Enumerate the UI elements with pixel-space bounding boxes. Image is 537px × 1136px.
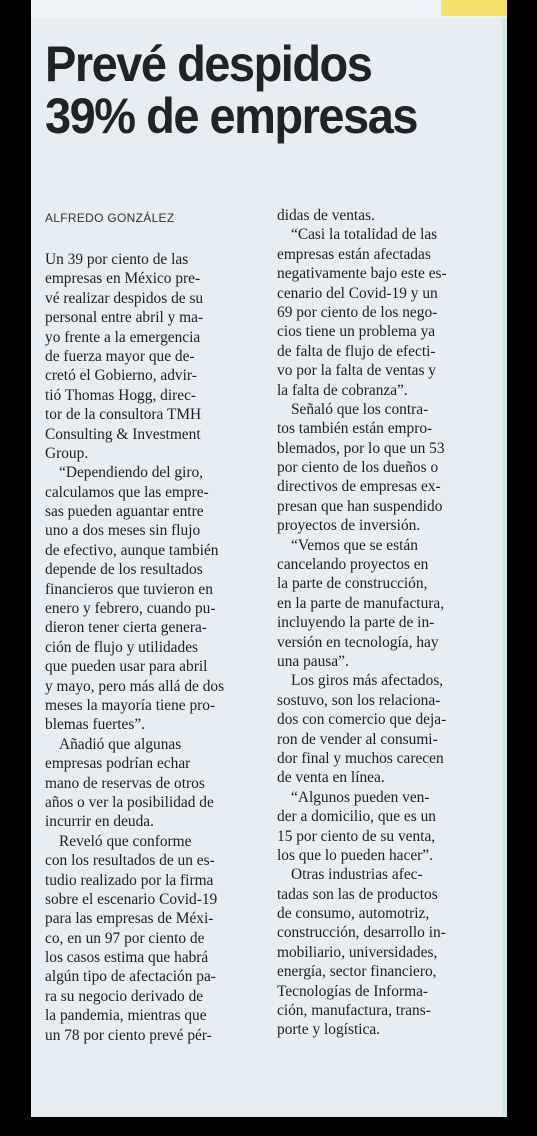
article-text-line: “Dependiendo del giro, bbox=[59, 464, 204, 482]
article-text-line: una pausa”. bbox=[277, 652, 349, 670]
article-text-line: 15 por ciento de su venta, bbox=[277, 827, 436, 845]
article-text-line: de fuerza mayor que de- bbox=[45, 347, 195, 365]
newspaper-clipping bbox=[31, 0, 507, 1117]
article-text-line: empresas podrían echar bbox=[45, 755, 191, 773]
article-text-line: depende de los resultados bbox=[45, 561, 203, 579]
article-text-line: “Vemos que se están bbox=[291, 536, 418, 554]
left-column bbox=[45, 250, 261, 1045]
article-text-line: en la parte de manufactura, bbox=[277, 594, 445, 612]
article-text-line: la pandemia, mientras que bbox=[45, 1007, 207, 1025]
article-text-line: construcción, desarrollo in- bbox=[277, 924, 446, 942]
yellow-highlight-tab bbox=[441, 0, 507, 16]
article-text-line: tos también están empro- bbox=[277, 420, 433, 438]
article-text-line: para las empresas de Méxi- bbox=[45, 910, 214, 928]
article-text-line: Group. bbox=[45, 444, 89, 462]
article-text-line: dor final y muchos carecen bbox=[277, 749, 444, 767]
article-text-line: Reveló que conforme bbox=[59, 832, 192, 850]
article-text-line: ra su negocio derivado de bbox=[45, 987, 204, 1005]
article-text-line: ron de vender al consumi- bbox=[277, 730, 438, 748]
article-text-line: meses la mayoría tiene pro- bbox=[45, 696, 216, 714]
byline: ALFREDO GONZÁLEZ bbox=[45, 211, 175, 225]
article-text-line: cenario del Covid-19 y un bbox=[277, 284, 438, 302]
article-text-line: cancelando proyectos en bbox=[277, 556, 429, 574]
article-text-line: ción, manufactura, trans- bbox=[277, 1002, 431, 1020]
article-text-line: co, en un 97 por ciento de bbox=[45, 929, 205, 947]
article-text-line: cretó el Gobierno, advir- bbox=[45, 367, 197, 385]
article-text-line: enero y febrero, cuando pu- bbox=[45, 600, 216, 618]
article-text-line: por ciento de los dueños o bbox=[277, 459, 439, 477]
article-text-line: Tecnologías de Informa- bbox=[277, 982, 429, 1000]
article-text-line: dos con comercio que deja- bbox=[277, 711, 447, 729]
article-text-line: la parte de construcción, bbox=[277, 575, 428, 593]
article-text-line: vé realizar despidos de su bbox=[45, 289, 204, 307]
article-text-line: incurrir en deuda. bbox=[45, 813, 154, 831]
article-text-line: Los giros más afectados, bbox=[291, 672, 444, 690]
headline-line: 39% de empresas bbox=[45, 88, 417, 144]
article-text-line: los casos estima que habrá bbox=[45, 949, 209, 967]
article-text-line: Señaló que los contra- bbox=[291, 400, 429, 418]
article-text-line: tudio realizado por la firma bbox=[45, 871, 214, 889]
article-text-line: “Algunos pueden ven- bbox=[291, 788, 430, 806]
article-text-line: de consumo, automotriz, bbox=[277, 905, 430, 923]
article-text-line: presan que han suspendido bbox=[277, 497, 443, 515]
article-text-line: tor de la consultora TMH bbox=[45, 406, 202, 424]
article-text-line: mano de reservas de otros bbox=[45, 774, 205, 792]
article-text-line: calculamos que las empre- bbox=[45, 483, 209, 501]
right-column bbox=[277, 206, 493, 1040]
article-text-line: con los resultados de un es- bbox=[45, 852, 215, 870]
article-text-line: “Casi la totalidad de las bbox=[291, 226, 438, 244]
article-text-line: versión en tecnología, hay bbox=[277, 633, 439, 651]
article-text-line: directivos de empresas ex- bbox=[277, 478, 441, 496]
article-text-line: sostuvo, son los relaciona- bbox=[277, 691, 441, 709]
article-text-line: der a domicilio, que es un bbox=[277, 808, 436, 826]
article-text-line: financieros que tuvieron en bbox=[45, 580, 213, 598]
article-text-line: empresas están afectadas bbox=[277, 245, 431, 263]
article-text-line: los que lo pueden hacer”. bbox=[277, 846, 433, 864]
article-text-line: blemados, por lo que un 53 bbox=[277, 439, 445, 457]
headline bbox=[45, 38, 468, 142]
article-text-line: energía, sector financiero, bbox=[277, 963, 437, 981]
headline-line: Prevé despidos bbox=[45, 36, 372, 92]
article-text-line: y mayo, pero más allá de dos bbox=[45, 677, 225, 695]
article-text-line: vo por la falta de ventas y bbox=[277, 362, 436, 380]
article-text-line: blemas fuertes”. bbox=[45, 716, 145, 734]
article-text-line: tadas son las de productos bbox=[277, 885, 438, 903]
article-text-line: ción de flujo y utilidades bbox=[45, 638, 199, 656]
article-text-line: Consulting & Investment bbox=[45, 425, 201, 443]
article-text-line: mobiliario, universidades, bbox=[277, 943, 438, 961]
article-text-line: años o ver la posibilidad de bbox=[45, 793, 214, 811]
right-margin-strip bbox=[502, 18, 507, 1117]
article-text-line: sobre el escenario Covid-19 bbox=[45, 890, 218, 908]
article-text-line: uno a dos meses sin flujo bbox=[45, 522, 201, 540]
article-text-line: sas pueden aguantar entre bbox=[45, 503, 204, 521]
top-margin-strip bbox=[31, 0, 507, 18]
article-text-line: personal entre abril y ma- bbox=[45, 309, 204, 327]
article-text-line: un 78 por ciento prevé pér- bbox=[45, 1026, 212, 1044]
article-text-line: porte y logística. bbox=[277, 1021, 381, 1039]
article-text-line: la falta de cobranza”. bbox=[277, 381, 408, 399]
article-text-line: proyectos de inversión. bbox=[277, 517, 421, 535]
article-text-line: de venta en línea. bbox=[277, 769, 385, 787]
article-text-line: empresas en México pre- bbox=[45, 270, 201, 288]
article-text-line: cios tiene un problema ya bbox=[277, 323, 436, 341]
article-text-line: negativamente bajo este es- bbox=[277, 265, 447, 283]
article-text-line: algún tipo de afectación pa- bbox=[45, 968, 216, 986]
article-text-line: yo frente a la emergencia bbox=[45, 328, 201, 346]
article-text-line: de efectivo, aunque también bbox=[45, 541, 219, 559]
article-text-line: dieron tener cierta genera- bbox=[45, 619, 207, 637]
article-text-line: Un 39 por ciento de las bbox=[45, 251, 189, 268]
article-text-line: que pueden usar para abril bbox=[45, 658, 208, 676]
article-text-line: de falta de flujo de efecti- bbox=[277, 342, 436, 360]
article-text-line: 69 por ciento de los nego- bbox=[277, 303, 438, 321]
article-text-line: Añadió que algunas bbox=[59, 735, 182, 753]
article-text-line: incluyendo la parte de in- bbox=[277, 614, 435, 632]
article-text-line: Otras industrias afec- bbox=[291, 866, 423, 884]
article-text-line: didas de ventas. bbox=[277, 207, 375, 224]
article-text-line: tió Thomas Hogg, direc- bbox=[45, 386, 197, 404]
